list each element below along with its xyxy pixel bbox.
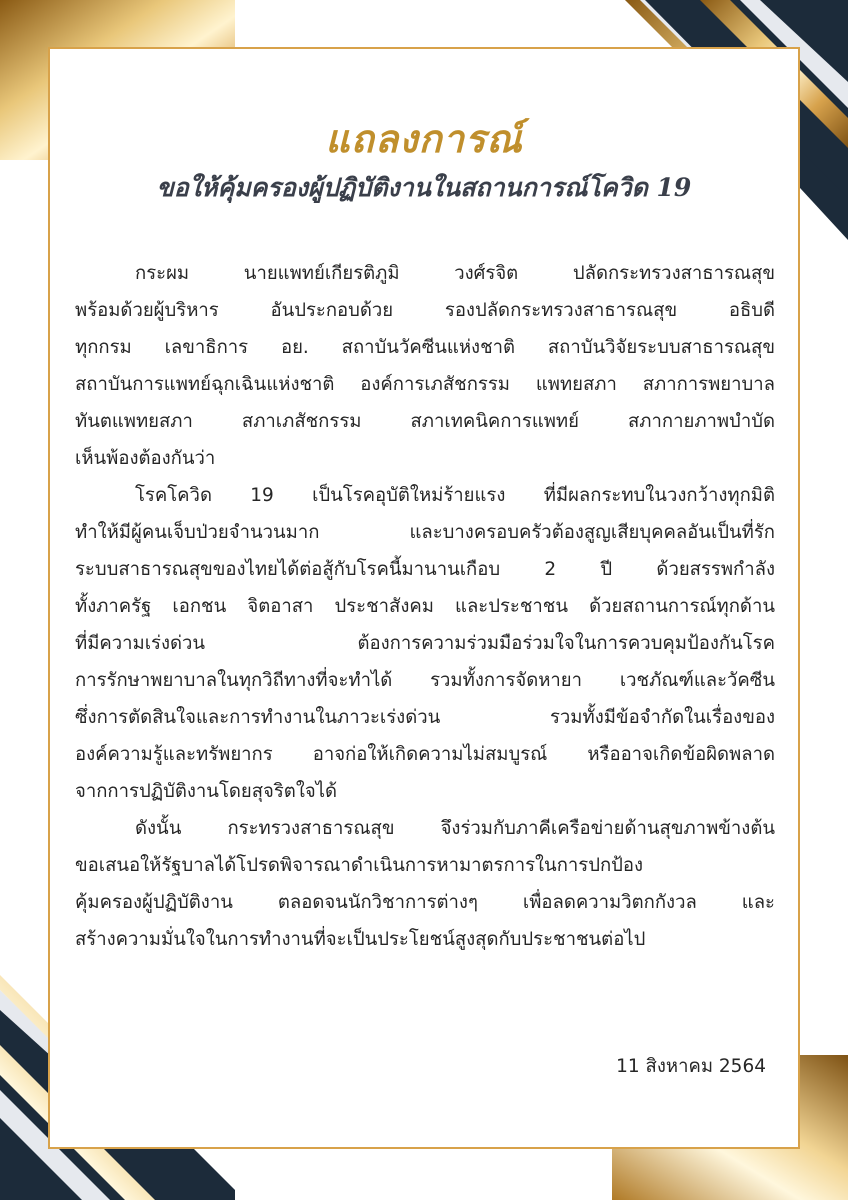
- paragraph-2-line: ที่มีความเร่งด่วน ต้องการความร่วมมือร่วมใจในการควบคุมป้องกันโรค: [75, 633, 775, 654]
- paragraph-2-line: โรคโควิด 19 เป็นโรคอุบัติใหม่ร้ายแรง ที่มีผลกระทบในวงกว้างทุกมิติ: [135, 485, 775, 506]
- document-subheading: ขอให้คุ้มครองผู้ปฏิบัติงานในสถานการณ์โควิด 19: [156, 173, 692, 202]
- paragraph-1-line: ทันตแพทยสภา สภาเภสัชกรรม สภาเทคนิคการแพทย์ สภากายภาพบำบัด: [75, 411, 775, 432]
- paragraph-2-line: ระบบสาธารณสุขของไทยได้ต่อสู้กับโรคนี้มานานเกือบ 2 ปี ด้วยสรรพกำลัง: [75, 559, 775, 580]
- statement-body: [75, 255, 775, 958]
- paragraph-1-line: พร้อมด้วยผู้บริหาร อันประกอบด้วย รองปลัดกระทรวงสาธารณสุข อธิบดี: [75, 300, 775, 321]
- paragraph-2-line: องค์ความรู้และทรัพยากร อาจก่อให้เกิดความไม่สมบูรณ์ หรืออาจเกิดข้อผิดพลาด: [75, 744, 775, 765]
- document-heading: แถลงการณ์: [325, 116, 523, 161]
- paragraph-2-line: จากการปฏิบัติงานโดยสุจริตใจได้: [75, 781, 338, 802]
- document-date: 11 สิงหาคม 2564: [616, 1056, 766, 1077]
- paragraph-2-line: ทั้งภาครัฐ เอกชน จิตอาสา ประชาสังคม และประชาชน ด้วยสถานการณ์ทุกด้าน: [75, 596, 775, 617]
- paragraph-1-line: กระผม นายแพทย์เกียรติภูมิ วงศ์รจิต ปลัดกระทรวงสาธารณสุข: [135, 263, 775, 284]
- paragraph-3-line: ดังนั้น กระทรวงสาธารณสุข จึงร่วมกับภาคีเครือข่ายด้านสุขภาพข้างต้น: [135, 818, 775, 839]
- paragraph-3-line: สร้างความมั่นใจในการทำงานที่จะเป็นประโยชน์สูงสุดกับประชาชนต่อไป: [75, 929, 646, 950]
- paragraph-1-line: ทุกกรม เลขาธิการ อย. สถาบันวัคซีนแห่งชาติ สถาบันวิจัยระบบสาธารณสุข: [75, 337, 775, 358]
- paragraph-2-line: ทำให้มีผู้คนเจ็บป่วยจำนวนมาก และบางครอบครัวต้องสูญเสียบุคคลอันเป็นที่รัก: [75, 522, 775, 543]
- paragraph-2-line: ซึ่งการตัดสินใจและการทำงานในภาวะเร่งด่วน รวมทั้งมีข้อจำกัดในเรื่องของ: [75, 707, 775, 728]
- paragraph-1-line: เห็นพ้องต้องกันว่า: [75, 448, 216, 469]
- paragraph-2-line: การรักษาพยาบาลในทุกวิถีทางที่จะทำได้ รวมทั้งการจัดหายา เวชภัณฑ์และวัคซีน: [75, 670, 775, 691]
- paragraph-3-line: คุ้มครองผู้ปฏิบัติงาน ตลอดจนนักวิชาการต่างๆ เพื่อลดความวิตกกังวล และ: [75, 892, 775, 913]
- paragraph-3-line: ขอเสนอให้รัฐบาลได้โปรดพิจารณาดำเนินการหามาตรการในการปกป้อง: [75, 855, 644, 876]
- paragraph-1-line: สถาบันการแพทย์ฉุกเฉินแห่งชาติ องค์การเภสัชกรรม แพทยสภา สภาการพยาบาล: [75, 374, 775, 395]
